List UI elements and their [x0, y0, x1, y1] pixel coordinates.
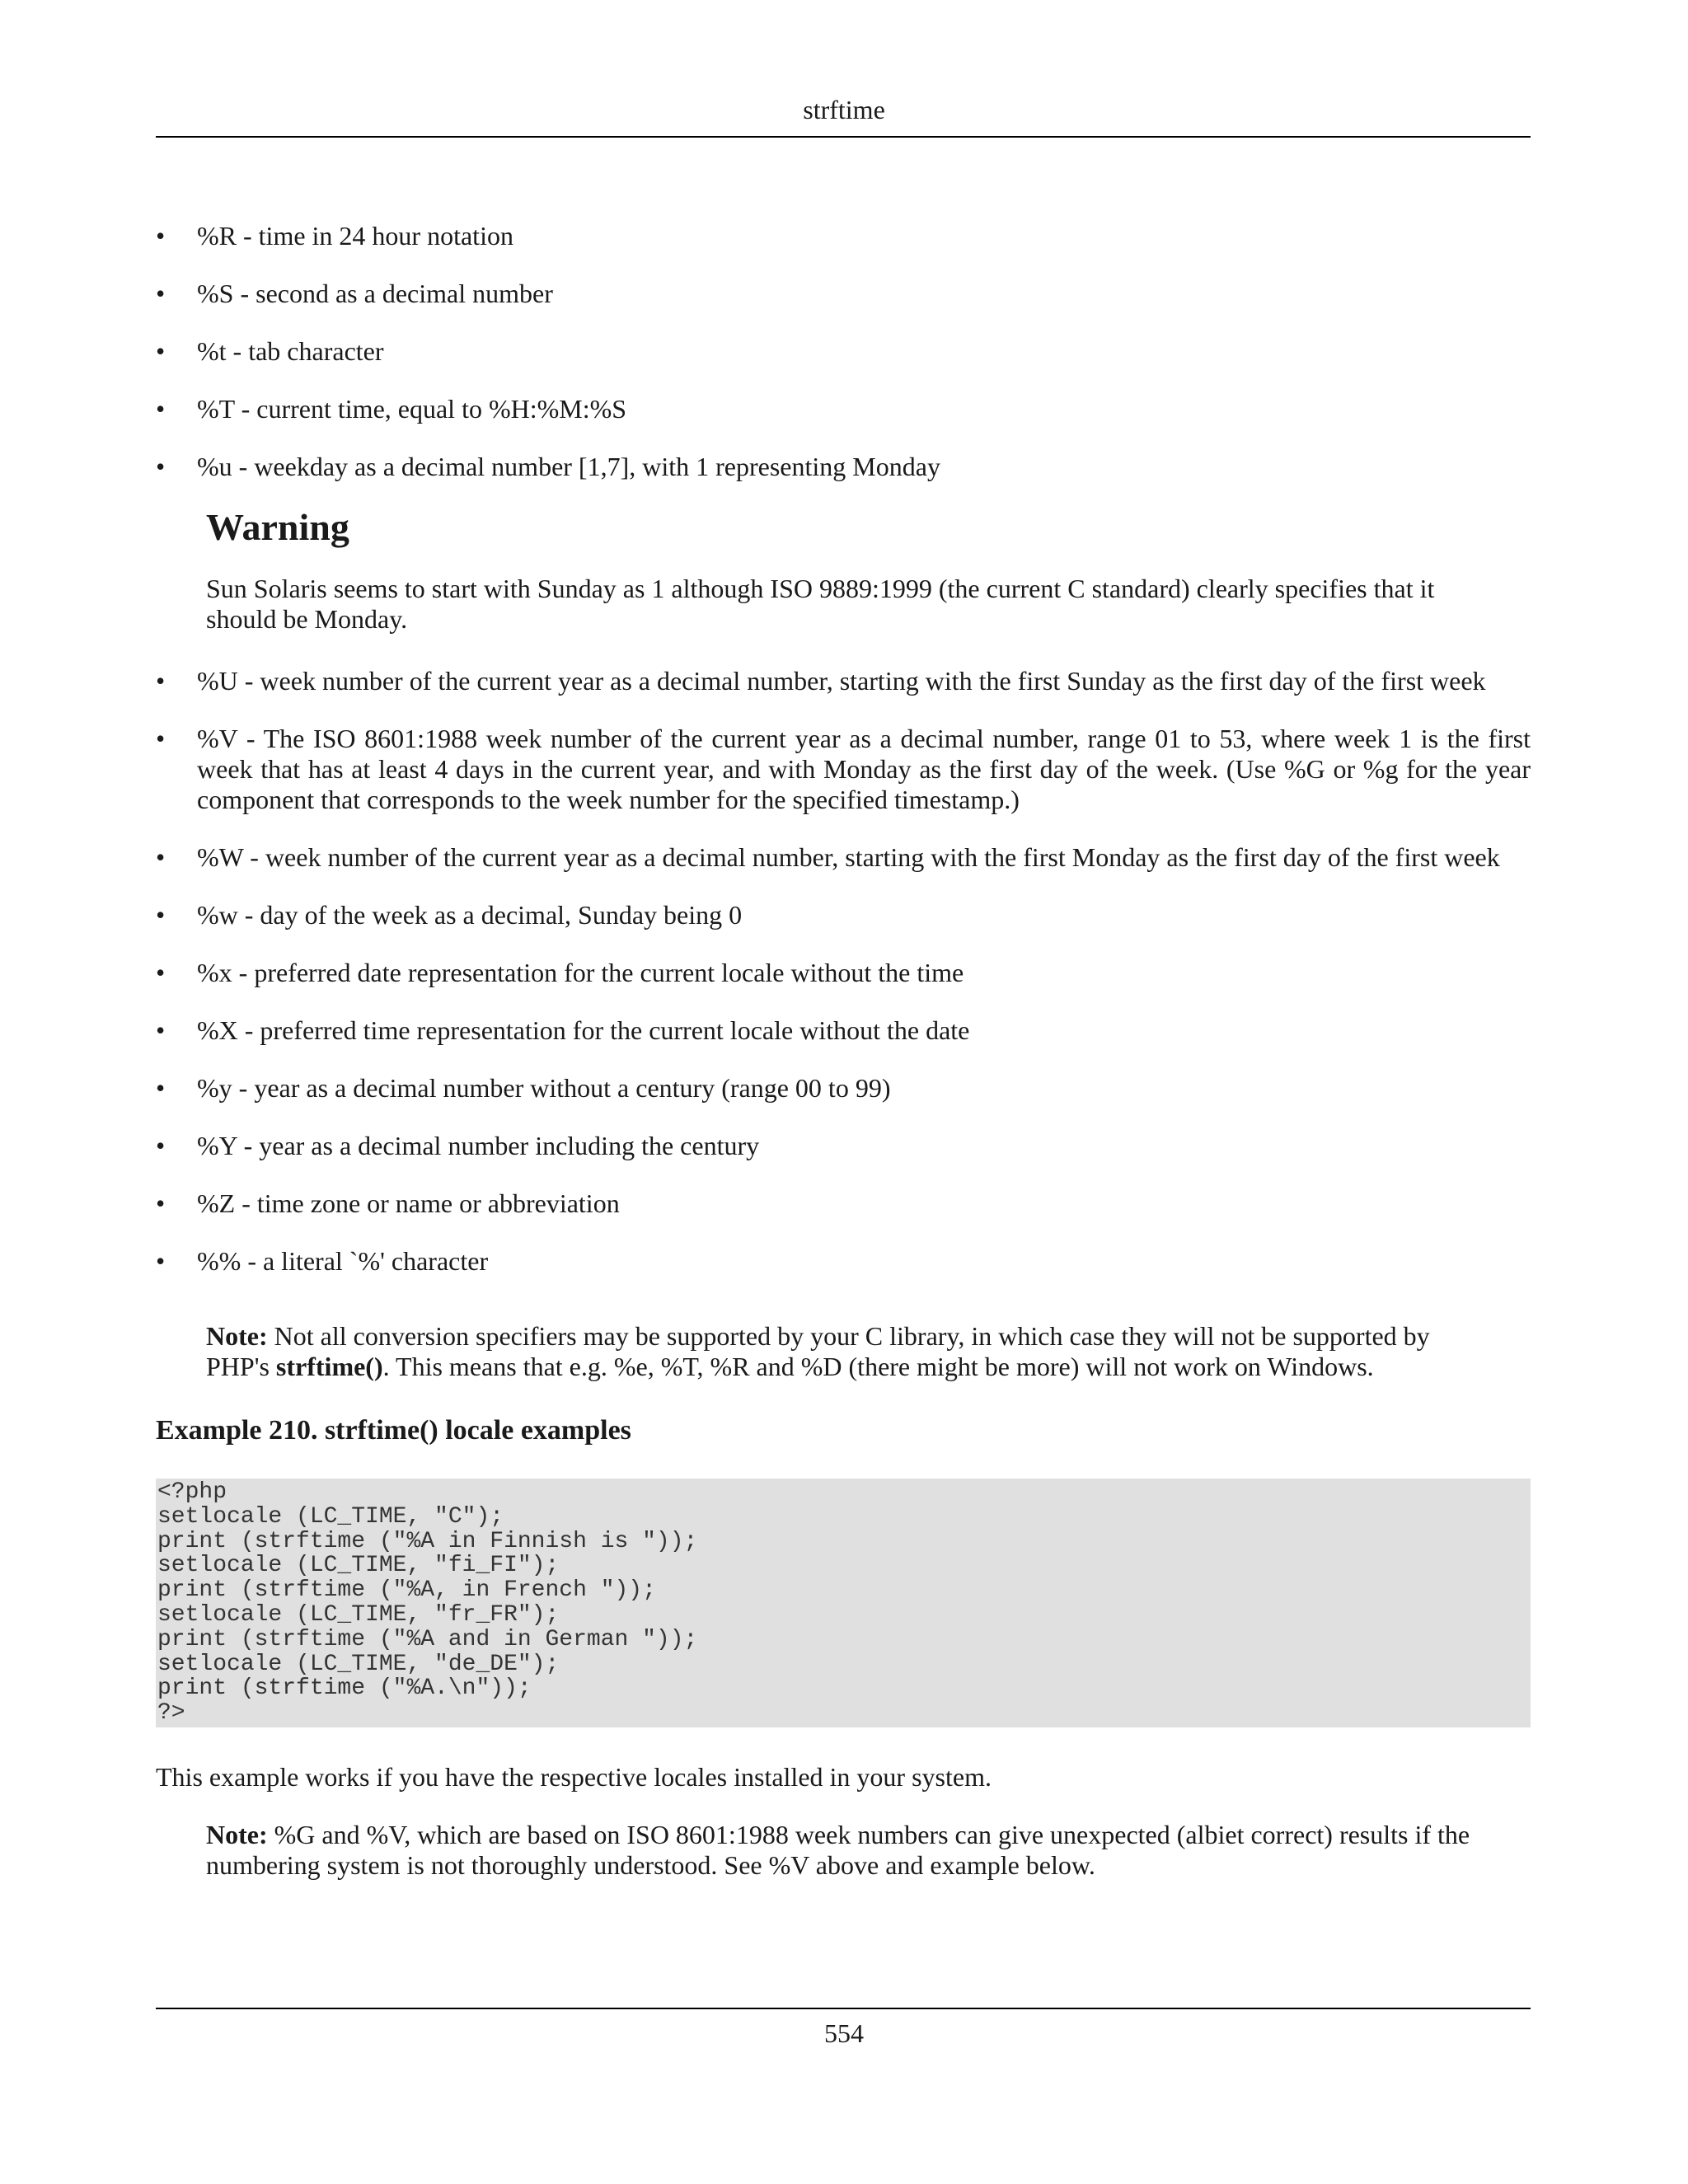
list-item	[156, 336, 1531, 367]
note-label: Note:	[206, 1321, 268, 1351]
list-item-text: %t - tab character	[197, 336, 384, 366]
page-header: strftime	[803, 95, 885, 124]
page-content	[156, 221, 1531, 1881]
list-item-text: %U - week number of the current year as a decimal number, starting with the first Sunday as the first day of the first week	[197, 666, 1486, 696]
warning-block	[206, 504, 1492, 635]
note-text: %G and %V, which are based on ISO 8601:1988 week numbers can give unexpected (albiet correct) results if the numbering system is not thoroughly understood. See %V above and example below.	[206, 1819, 1470, 1880]
bullet: •	[156, 1073, 166, 1103]
format-specifier-list-part2	[156, 666, 1531, 1277]
code-line: setlocale (LC_TIME, "fi_FI");	[157, 1553, 560, 1579]
code-line: print (strftime ("%A in Finnish is "));	[157, 1528, 698, 1554]
bullet: •	[156, 724, 166, 753]
warning-title: Warning	[206, 506, 349, 548]
list-item-text: %T - current time, equal to %H:%M:%S	[197, 394, 627, 424]
list-item-text: %W - week number of the current year as a decimal number, starting with the first Monday as the first day of the first week	[197, 842, 1500, 872]
code-line: <?php	[157, 1479, 227, 1505]
note-conversion-specifiers	[206, 1321, 1492, 1382]
list-item	[156, 900, 1531, 930]
list-item-text: %X - preferred time representation for the current locale without the date	[197, 1015, 970, 1045]
bullet: •	[156, 842, 166, 872]
code-line: setlocale (LC_TIME, "fr_FR");	[157, 1601, 560, 1628]
list-item	[156, 724, 1531, 815]
list-item	[156, 958, 1531, 988]
list-item-text: %u - weekday as a decimal number [1,7], with 1 representing Monday	[197, 452, 940, 481]
list-item	[156, 279, 1531, 309]
list-item	[156, 842, 1531, 873]
list-item	[156, 452, 1531, 482]
bullet: •	[156, 1188, 166, 1218]
bullet: •	[156, 279, 166, 308]
code-line: print (strftime ("%A, in French "));	[157, 1577, 656, 1604]
bullet: •	[156, 1131, 166, 1160]
page-number: 554	[824, 2018, 864, 2048]
code-line: print (strftime ("%A and in German "));	[157, 1626, 698, 1652]
note-label: Note:	[206, 1819, 268, 1849]
header-rule	[156, 136, 1531, 138]
footer-rule	[156, 2008, 1531, 2009]
bullet: •	[156, 452, 166, 481]
bullet: •	[156, 666, 166, 696]
code-line: setlocale (LC_TIME, "C");	[157, 1503, 504, 1530]
code-block	[156, 1479, 1531, 1727]
list-item-text: %w - day of the week as a decimal, Sunday being 0	[197, 900, 743, 930]
list-item	[156, 1131, 1531, 1161]
list-item-text: %V - The ISO 8601:1988 week number of the current year as a decimal number, range 01 to 53, where week 1 is the first week that has at least 4 days in the current year, and with Monday as the first day of the week. (Use %G or %g for the year component that corresponds to the week number for the specified timestamp.)	[197, 724, 1531, 814]
list-item-text: %Y - year as a decimal number including the century	[197, 1131, 760, 1160]
list-item	[156, 1015, 1531, 1046]
note-week-numbers	[206, 1820, 1492, 1881]
list-item-text: %Z - time zone or name or abbreviation	[197, 1188, 620, 1218]
bullet: •	[156, 336, 166, 366]
bullet: •	[156, 1015, 166, 1045]
list-item	[156, 221, 1531, 251]
code-line: ?>	[157, 1700, 185, 1727]
function-name: strftime()	[275, 1352, 383, 1381]
bullet: •	[156, 1246, 166, 1276]
list-item-text: %S - second as a decimal number	[197, 279, 553, 308]
list-item	[156, 394, 1531, 424]
code-line: setlocale (LC_TIME, "de_DE");	[157, 1651, 560, 1677]
list-item	[156, 1246, 1531, 1277]
bullet: •	[156, 394, 166, 424]
list-item	[156, 666, 1531, 696]
note-text-after: . This means that e.g. %e, %T, %R and %D (there might be more) will not work on Windows.	[382, 1352, 1374, 1381]
list-item-text: %x - preferred date representation for the current locale without the time	[197, 958, 964, 987]
warning-text: Sun Solaris seems to start with Sunday as 1 although ISO 9889:1999 (the current C standard) clearly specifies that it should be Monday.	[206, 574, 1435, 634]
list-item-text: %R - time in 24 hour notation	[197, 221, 513, 251]
list-item	[156, 1073, 1531, 1104]
note-text-before: Not all conversion specifiers may be supported by your C library, in which case they will not be supported by PHP's	[206, 1321, 1430, 1381]
format-specifier-list-part1	[156, 221, 1531, 482]
example-title: Example 210. strftime() locale examples	[156, 1415, 631, 1446]
list-item	[156, 1188, 1531, 1219]
bullet: •	[156, 221, 166, 251]
bullet: •	[156, 958, 166, 987]
list-item-text: %% - a literal `%' character	[197, 1246, 489, 1276]
bullet: •	[156, 900, 166, 930]
example-explanation: This example works if you have the respective locales installed in your system.	[156, 1761, 992, 1792]
code-line: print (strftime ("%A.\n"));	[157, 1675, 532, 1702]
list-item-text: %y - year as a decimal number without a century (range 00 to 99)	[197, 1073, 891, 1103]
